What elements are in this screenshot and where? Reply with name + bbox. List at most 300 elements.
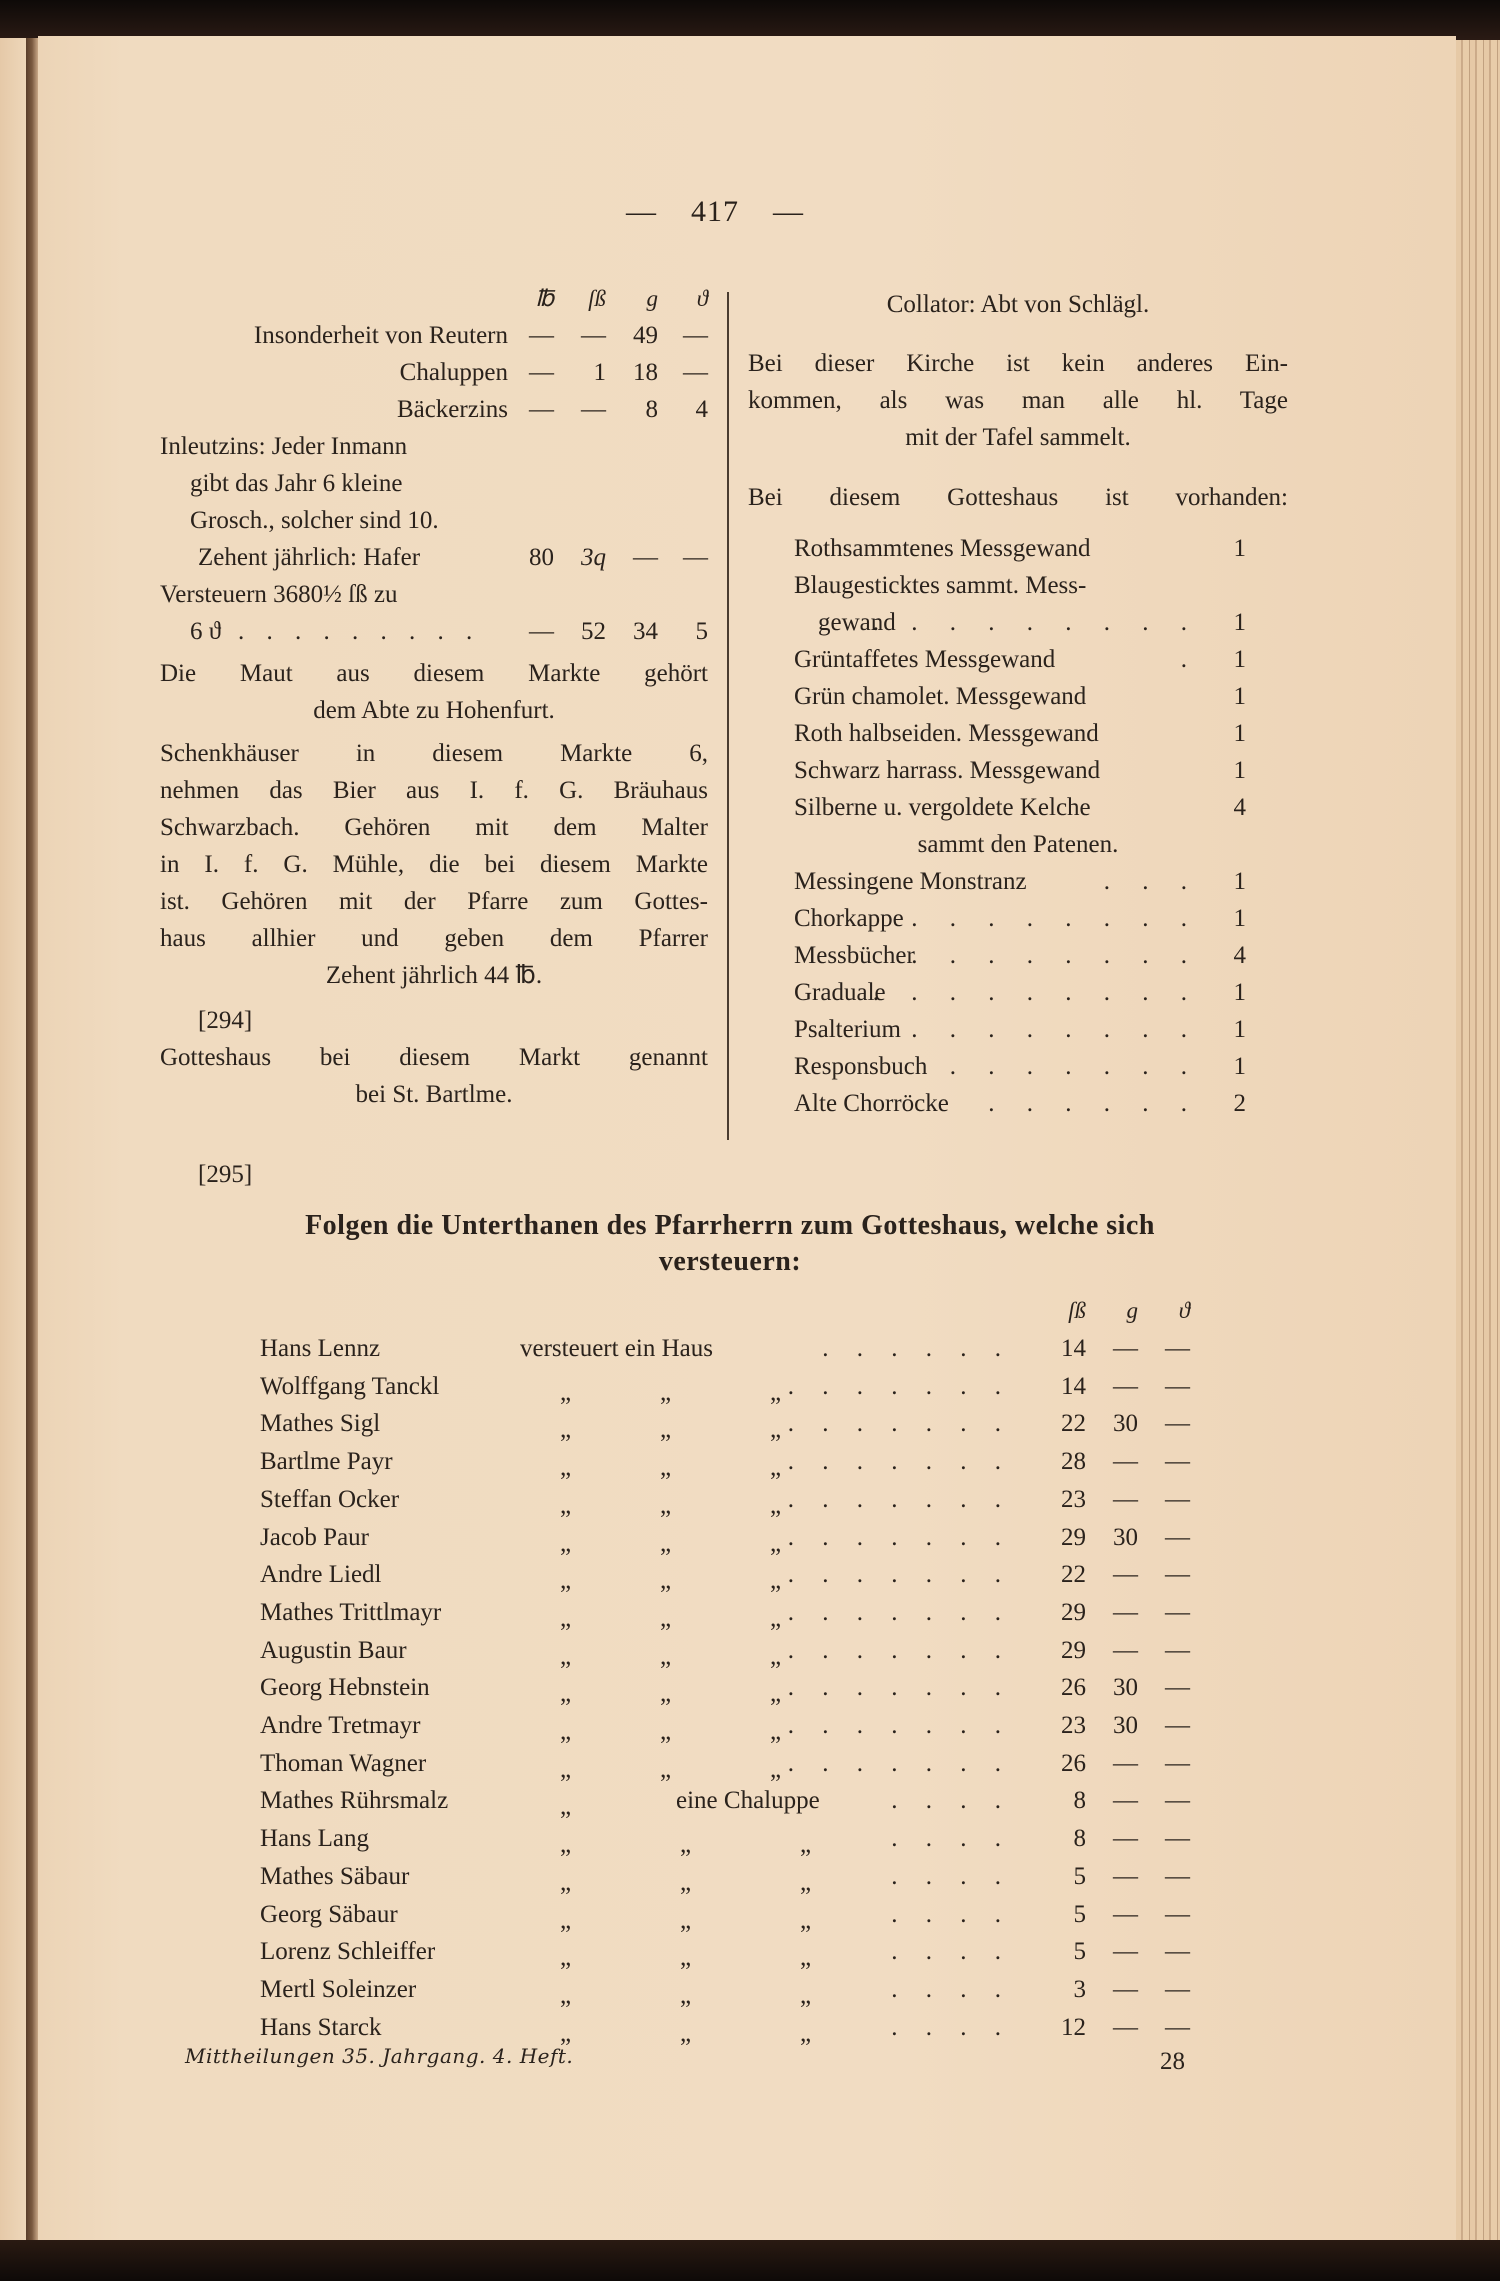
amount-groschen: — — [1113, 1863, 1138, 1890]
ditto-mark: „ — [770, 1643, 782, 1670]
subject-name: Mathes Rührsmalz — [260, 1787, 449, 1814]
ditto-mark: „ — [680, 2020, 692, 2047]
inventory-item — [748, 826, 1288, 863]
inventory-item — [748, 1085, 1288, 1122]
amount-groschen: 30 — [1113, 1674, 1138, 1701]
dash-right: — — [773, 195, 804, 228]
amount-denar: — — [1165, 1825, 1190, 1852]
amount-groschen: — — [1113, 1825, 1138, 1852]
amount-groschen: 30 — [1113, 1712, 1138, 1739]
amount-schilling: 26 — [1061, 1674, 1086, 1701]
amount-schilling: 29 — [1061, 1599, 1086, 1626]
ditto-mark: „ — [770, 1567, 782, 1594]
left-column — [160, 280, 708, 1113]
column-divider — [727, 292, 729, 1140]
amount-groschen: — — [1113, 1373, 1138, 1400]
leader-dots: . . . . . . . — [787, 1750, 1012, 1777]
value: — — [633, 544, 658, 571]
versteuern-line — [160, 576, 708, 613]
paragraph-line: Bei dieser Kirche ist kein anderes Ein- — [748, 350, 1288, 377]
inleutzins-line — [160, 428, 708, 465]
item-label: Messbücher — [794, 942, 915, 969]
zehent-label: Zehent jährlich: Hafer — [198, 544, 421, 571]
income-row — [160, 354, 708, 391]
item-label: Blaugesticktes sammt. Mess- — [794, 572, 1087, 599]
leader-dots: . . . . . . . . . — [872, 979, 1200, 1006]
item-quantity: 1 — [1233, 979, 1246, 1006]
subject-row — [0, 1519, 1500, 1556]
ditto-mark: „ — [680, 1907, 692, 1934]
paragraph-line: mit der Tafel sammelt. — [905, 424, 1131, 451]
amount-schilling: 8 — [1073, 1787, 1086, 1814]
amount-schilling: 14 — [1061, 1373, 1086, 1400]
ditto-mark: „ — [770, 1416, 782, 1443]
inventory-item — [748, 530, 1288, 567]
property-description: eine Chaluppe — [676, 1787, 820, 1814]
amount-denar: — — [1165, 1863, 1190, 1890]
ditto-mark: „ — [800, 1944, 812, 1971]
amount-schilling: 22 — [1061, 1410, 1086, 1437]
subject-row — [0, 1745, 1500, 1782]
heading-line: versteuern: — [658, 1246, 802, 1277]
inleutzins-line — [160, 465, 708, 502]
paragraph-line: dem Abte zu Hohenfurt. — [313, 697, 555, 724]
ditto-mark: „ — [770, 1756, 782, 1783]
item-label: Grüntaffetes Messgewand — [794, 646, 1056, 673]
amount-groschen: — — [1113, 1637, 1138, 1664]
value: 34 — [633, 618, 658, 645]
ditto-mark: „ — [660, 1379, 672, 1406]
amount-denar: — — [1165, 1637, 1190, 1664]
value: 18 — [633, 359, 658, 386]
subject-row — [0, 1820, 1500, 1857]
amount-groschen: — — [1113, 2014, 1138, 2041]
ditto-mark: „ — [560, 1379, 572, 1406]
inventory-item — [748, 641, 1288, 678]
leader-dots: . . . . . . . — [787, 1561, 1012, 1588]
inventory-list — [748, 530, 1288, 1122]
ditto-mark: „ — [800, 2020, 812, 2047]
leader-dots: . . . . — [891, 1825, 1012, 1852]
unit-denar: ϑ — [1178, 1298, 1190, 1323]
inventory-item — [748, 974, 1288, 1011]
subject-name: Mathes Trittlmayr — [260, 1599, 442, 1626]
inventory-item — [748, 1048, 1288, 1085]
subject-name: Wolffgang Tanckl — [260, 1373, 440, 1400]
unit-pfund: ℔ — [535, 286, 554, 311]
ditto-mark: „ — [560, 1718, 572, 1745]
paragraph-line: Schwarzbach. Gehören mit dem Malter — [160, 814, 708, 841]
leader-dots: . . . . . . . . . — [238, 618, 481, 645]
item-label: Messingene Monstranz — [794, 868, 1027, 895]
amount-groschen: — — [1113, 1335, 1138, 1362]
ditto-mark: „ — [770, 1379, 782, 1406]
leader-dots: . . . . . . . . . — [872, 609, 1200, 636]
ditto-mark: „ — [660, 1756, 672, 1783]
ditto-mark: „ — [660, 1605, 672, 1632]
ditto-mark: „ — [680, 1869, 692, 1896]
ditto-mark: „ — [800, 1907, 812, 1934]
amount-schilling: 5 — [1073, 1863, 1086, 1890]
amount-denar: — — [1165, 1787, 1190, 1814]
ditto-mark: „ — [770, 1530, 782, 1557]
amount-schilling: 14 — [1061, 1335, 1086, 1362]
amount-schilling: 5 — [1073, 1901, 1086, 1928]
amount-groschen: — — [1113, 1448, 1138, 1475]
income-row — [160, 391, 708, 428]
subject-name: Hans Lang — [260, 1825, 369, 1852]
versteuern-row — [160, 613, 708, 650]
subject-row — [0, 1443, 1500, 1480]
text-line: Versteuern 3680½ ſß zu — [160, 581, 398, 608]
ditto-mark: „ — [770, 1492, 782, 1519]
inventory-item — [748, 567, 1288, 604]
amount-groschen: — — [1113, 1976, 1138, 2003]
amount-groschen: — — [1113, 1787, 1138, 1814]
amount-denar: — — [1165, 1335, 1190, 1362]
amount-denar: — — [1165, 1599, 1190, 1626]
value: 5 — [695, 618, 708, 645]
value: — — [683, 544, 708, 571]
subject-row — [0, 1368, 1500, 1405]
item-quantity: 1 — [1233, 1053, 1246, 1080]
inventory-intro: Bei diesem Gotteshaus ist vorhanden: — [748, 484, 1288, 511]
leader-dots: . . . . . . . — [787, 1410, 1012, 1437]
subject-name: Hans Lennz — [260, 1335, 381, 1362]
value: 52 — [581, 618, 606, 645]
section-number: [294] — [198, 1007, 253, 1034]
item-quantity: 1 — [1233, 1016, 1246, 1043]
ditto-mark: „ — [770, 1680, 782, 1707]
amount-denar: — — [1165, 1486, 1190, 1513]
ditto-mark: „ — [680, 1944, 692, 1971]
ditto-mark: „ — [560, 1831, 572, 1858]
amount-denar: — — [1165, 1373, 1190, 1400]
section-number: [295] — [198, 1161, 253, 1188]
value: 1 — [593, 359, 606, 386]
unit-schilling: ſß — [588, 286, 606, 311]
leader-dots: . . . . . . . — [787, 1524, 1012, 1551]
income-label: Bäckerzins — [396, 396, 508, 423]
value: — — [529, 396, 554, 423]
subject-name: Mathes Säbaur — [260, 1863, 410, 1890]
ditto-mark: „ — [660, 1416, 672, 1443]
signature-mark: 28 — [1160, 2048, 1185, 2075]
amount-groschen: — — [1113, 1561, 1138, 1588]
paragraph-line: ist. Gehören mit der Pfarre zum Gottes- — [160, 888, 708, 915]
subject-row — [0, 1971, 1500, 2008]
paragraph-line: bei St. Bartlme. — [355, 1081, 513, 1108]
leader-dots: . . . . — [891, 1787, 1012, 1814]
value: — — [529, 322, 554, 349]
ditto-mark: „ — [800, 1831, 812, 1858]
paragraph-line: nehmen das Bier aus I. f. G. Bräuhaus — [160, 777, 708, 804]
subject-row — [0, 2009, 1500, 2046]
subject-name: Andre Tretmayr — [260, 1712, 421, 1739]
right-column — [748, 286, 1288, 1122]
inventory-item — [748, 1011, 1288, 1048]
item-quantity: 1 — [1233, 646, 1246, 673]
leader-dots: . . . . . . . — [787, 1637, 1012, 1664]
amount-denar: — — [1165, 1524, 1190, 1551]
amount-denar: — — [1165, 2014, 1190, 2041]
leader-dots: . . . . — [891, 1901, 1012, 1928]
income-label: Insonderheit von Reutern — [253, 322, 508, 349]
paragraph-line: kommen, als was man alle hl. Tage — [748, 387, 1288, 414]
item-label: Roth halbseiden. Messgewand — [794, 720, 1099, 747]
book-binding-top — [0, 0, 1500, 40]
leader-dots: . . . . . . . — [787, 1448, 1012, 1475]
amount-denar: — — [1165, 1448, 1190, 1475]
heading-line: Folgen die Unterthanen des Pfarrherrn zum Gotteshaus, welche sich — [305, 1210, 1155, 1241]
amount-groschen: — — [1113, 1750, 1138, 1777]
ditto-mark: „ — [560, 1944, 572, 1971]
leader-dots: . . . . . . . . — [911, 1016, 1200, 1043]
leader-dots: . . . . . . . — [787, 1599, 1012, 1626]
item-label: sammt den Patenen. — [917, 831, 1119, 858]
subject-name: Thoman Wagner — [260, 1750, 427, 1777]
leader-dots: . . . . . . — [988, 1090, 1200, 1117]
item-label: Responsbuch — [794, 1053, 928, 1080]
ditto-mark: „ — [770, 1605, 782, 1632]
value: — — [683, 322, 708, 349]
ditto-mark: „ — [660, 1492, 672, 1519]
income-label: Chaluppen — [399, 359, 508, 386]
item-quantity: 1 — [1233, 905, 1246, 932]
amount-schilling: 23 — [1061, 1486, 1086, 1513]
subject-name: Hans Starck — [260, 2014, 382, 2041]
dash-left: — — [626, 195, 657, 228]
item-quantity: 1 — [1233, 609, 1246, 636]
subject-row — [0, 1782, 1500, 1819]
item-quantity: 1 — [1233, 683, 1246, 710]
leader-dots: . . . . . . — [822, 1335, 1012, 1362]
inventory-item — [748, 900, 1288, 937]
amount-schilling: 23 — [1061, 1712, 1086, 1739]
value: 80 — [529, 544, 554, 571]
subject-row — [0, 1405, 1500, 1442]
unit-header-row — [160, 280, 708, 317]
ditto-mark: „ — [560, 1907, 572, 1934]
value: — — [581, 322, 606, 349]
income-row — [160, 317, 708, 354]
item-quantity: 4 — [1233, 794, 1246, 821]
inventory-item — [748, 678, 1288, 715]
amount-groschen: 30 — [1113, 1410, 1138, 1437]
item-quantity: 1 — [1233, 757, 1246, 784]
value: 4 — [695, 396, 708, 423]
leader-dots: . . . . . . . — [787, 1674, 1012, 1701]
subject-name: Jacob Paur — [260, 1524, 369, 1551]
ditto-mark: „ — [560, 1756, 572, 1783]
amount-schilling: 29 — [1061, 1637, 1086, 1664]
ditto-mark: „ — [680, 1831, 692, 1858]
item-label: Rothsammtenes Messgewand — [794, 535, 1091, 562]
collator-line: Collator: Abt von Schlägl. — [886, 291, 1150, 318]
item-label: Psalterium — [794, 1016, 901, 1043]
item-quantity: 4 — [1233, 942, 1246, 969]
value: 49 — [633, 322, 658, 349]
amount-schilling: 8 — [1073, 1825, 1086, 1852]
text-line: Grosch., solcher sind 10. — [190, 507, 439, 534]
amount-schilling: 28 — [1061, 1448, 1086, 1475]
value: — — [683, 359, 708, 386]
subject-row — [0, 1896, 1500, 1933]
amount-schilling: 29 — [1061, 1524, 1086, 1551]
leader-dots: . . . . . . . — [787, 1373, 1012, 1400]
ditto-mark: „ — [660, 1680, 672, 1707]
unit-groschen: g — [1126, 1298, 1138, 1323]
item-label: gewand — [818, 609, 896, 636]
ditto-mark: „ — [660, 1530, 672, 1557]
item-quantity: 1 — [1233, 535, 1246, 562]
paragraph-line: Die Maut aus diesem Markte gehört — [160, 660, 708, 687]
subject-name: Lorenz Schleiffer — [260, 1938, 436, 1965]
ditto-mark: „ — [560, 1680, 572, 1707]
amount-groschen: — — [1113, 1901, 1138, 1928]
journal-footer: Mittheilungen 35. Jahrgang. 4. Heft. — [185, 2044, 574, 2068]
unit-denar: ϑ — [696, 286, 708, 311]
ditto-mark: „ — [560, 1492, 572, 1519]
amount-denar: — — [1165, 1938, 1190, 1965]
amount-denar: — — [1165, 1674, 1190, 1701]
leader-dots: . . . . — [891, 1976, 1012, 2003]
item-label: Silberne u. vergoldete Kelche — [794, 794, 1091, 821]
paragraph-line: haus allhier und geben dem Pfarrer — [160, 925, 708, 952]
subject-row — [0, 1858, 1500, 1895]
subject-row — [0, 1556, 1500, 1593]
amount-groschen: — — [1113, 1486, 1138, 1513]
leader-dots: . . . . . . . . — [911, 905, 1200, 932]
unit-schilling: ſß — [1068, 1298, 1086, 1323]
leader-dots: . . . . — [891, 1863, 1012, 1890]
item-quantity: 2 — [1233, 1090, 1246, 1117]
value: 3q — [581, 544, 606, 571]
list-unit-header — [0, 1292, 1500, 1329]
leader-dots: . — [1180, 646, 1200, 673]
text-line: Inleutzins: Jeder Inmann — [160, 433, 408, 460]
ditto-mark: „ — [660, 1643, 672, 1670]
leader-dots: . . . . — [891, 1938, 1012, 1965]
amount-schilling: 22 — [1061, 1561, 1086, 1588]
subject-name: Mertl Soleinzer — [260, 1976, 417, 2003]
ditto-mark: „ — [660, 1454, 672, 1481]
subject-name: Andre Liedl — [260, 1561, 382, 1588]
ditto-mark: „ — [560, 1454, 572, 1481]
leader-dots: . . . . . . . — [949, 1053, 1200, 1080]
inleutzins-line — [160, 502, 708, 539]
leader-dots: . . . . . . . . — [911, 942, 1200, 969]
amount-groschen: — — [1113, 1938, 1138, 1965]
subject-row — [0, 1632, 1500, 1669]
subject-name: Bartlme Payr — [260, 1448, 393, 1475]
amount-denar: — — [1165, 1712, 1190, 1739]
ditto-mark: „ — [770, 1454, 782, 1481]
leader-dots: . . . — [1103, 868, 1200, 895]
paragraph-line: Gotteshaus bei diesem Markt genannt — [160, 1044, 708, 1071]
unit-groschen: g — [646, 286, 658, 311]
page-number: 417 — [691, 195, 739, 228]
amount-denar: — — [1165, 1750, 1190, 1777]
zehent-row — [160, 539, 708, 576]
value: — — [529, 618, 554, 645]
subject-row — [0, 1594, 1500, 1631]
text-line: gibt das Jahr 6 kleine — [190, 470, 403, 497]
subject-name: Georg Säbaur — [260, 1901, 398, 1928]
inventory-item — [748, 863, 1288, 900]
subject-row — [0, 1669, 1500, 1706]
value: — — [581, 396, 606, 423]
paragraph-line: Schenkhäuser in diesem Markte 6, — [160, 740, 708, 767]
amount-schilling: 12 — [1061, 2014, 1086, 2041]
ditto-mark: „ — [560, 2020, 572, 2047]
subject-row — [0, 1707, 1500, 1744]
subject-row — [0, 1481, 1500, 1518]
item-label: Graduale — [794, 979, 886, 1006]
ditto-mark: „ — [660, 1718, 672, 1745]
ditto-mark: „ — [560, 1793, 572, 1820]
amount-schilling: 26 — [1061, 1750, 1086, 1777]
subject-name: Steffan Ocker — [260, 1486, 400, 1513]
inventory-item — [748, 715, 1288, 752]
item-label: Alte Chorröcke — [794, 1090, 949, 1117]
ditto-mark: „ — [560, 1869, 572, 1896]
value: — — [529, 359, 554, 386]
ditto-mark: „ — [560, 1530, 572, 1557]
inventory-item — [748, 604, 1288, 641]
book-binding-bottom — [0, 2240, 1500, 2281]
ditto-mark: „ — [560, 1605, 572, 1632]
ditto-mark: „ — [770, 1718, 782, 1745]
ditto-mark: „ — [660, 1567, 672, 1594]
inventory-item — [748, 752, 1288, 789]
amount-groschen: — — [1113, 1599, 1138, 1626]
subject-name: Mathes Sigl — [260, 1410, 381, 1437]
item-label: Grün chamolet. Messgewand — [794, 683, 1087, 710]
amount-denar: — — [1165, 1410, 1190, 1437]
leader-dots: . . . . — [891, 2014, 1012, 2041]
property-description: versteuert ein Haus — [520, 1335, 713, 1362]
value: 8 — [645, 396, 658, 423]
subject-row — [0, 1933, 1500, 1970]
item-label: Chorkappe — [794, 905, 904, 932]
subject-row — [0, 1330, 1500, 1367]
list-heading — [160, 1208, 1300, 1280]
subject-name: Georg Hebnstein — [260, 1674, 430, 1701]
inventory-item — [748, 789, 1288, 826]
item-quantity: 1 — [1233, 720, 1246, 747]
versteuern-label: 6 ϑ — [190, 618, 222, 645]
leader-dots: . . . . . . . — [787, 1486, 1012, 1513]
ditto-mark: „ — [680, 1982, 692, 2009]
item-label: Schwarz harrass. Messgewand — [794, 757, 1101, 784]
ditto-mark: „ — [560, 1643, 572, 1670]
leader-dots: . . . . . . . — [787, 1712, 1012, 1739]
amount-denar: — — [1165, 1976, 1190, 2003]
ditto-mark: „ — [560, 1982, 572, 2009]
paragraph-line: Zehent jährlich 44 ℔. — [325, 962, 543, 989]
item-quantity: 1 — [1233, 868, 1246, 895]
amount-denar: — — [1165, 1561, 1190, 1588]
page-number-line — [620, 195, 810, 229]
amount-schilling: 5 — [1073, 1938, 1086, 1965]
paragraph-line: in I. f. G. Mühle, die bei diesem Markte — [160, 851, 708, 878]
amount-denar: — — [1165, 1901, 1190, 1928]
ditto-mark: „ — [560, 1567, 572, 1594]
amount-schilling: 3 — [1073, 1976, 1086, 2003]
inventory-item — [748, 937, 1288, 974]
ditto-mark: „ — [560, 1416, 572, 1443]
